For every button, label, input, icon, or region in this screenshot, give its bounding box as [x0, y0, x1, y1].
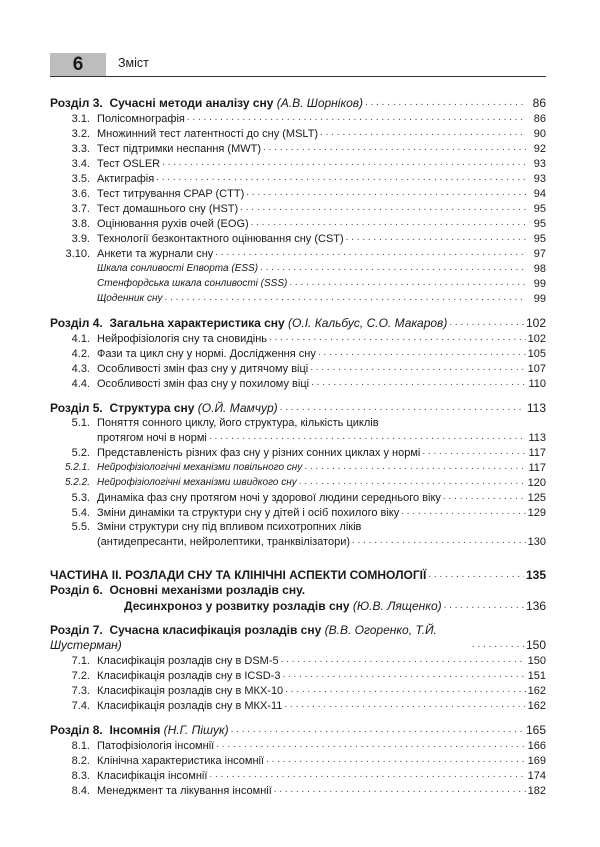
toc-entry — [50, 722, 546, 738]
chapter-label: Розділ 5. — [50, 401, 110, 415]
toc-entry — [50, 291, 546, 306]
entry-page: 117 — [528, 462, 546, 474]
spacer — [50, 549, 546, 558]
entry-page: 130 — [527, 536, 546, 548]
chapter-label: Розділ 6. — [50, 583, 110, 597]
entry-title — [50, 401, 278, 416]
entry-title: Анкети та журнали сну — [97, 248, 214, 260]
entry-title: Тест підтримки неспання (MWT) — [97, 143, 262, 155]
toc-entry — [50, 460, 546, 475]
entry-title: Особливості змін фаз сну у дитячому віці — [97, 363, 309, 375]
entry-title: Зміни структури сну під впливом психотропних ліків — [97, 521, 362, 533]
entry-title: Стенфордська шкала сонливості (SSS) — [97, 278, 288, 289]
leader-dots — [231, 722, 524, 737]
leader-dots — [304, 460, 526, 474]
entry-number: 4.4. — [71, 378, 90, 390]
leader-dots — [285, 683, 525, 697]
entry-title: Класифікація розладів сну в DSM-5 — [97, 655, 279, 667]
entry-title: Нейрофізіологічні механізми швидкого сну — [97, 477, 297, 488]
toc-entry — [50, 111, 546, 126]
entry-page: 86 — [532, 96, 546, 110]
entry-title: Нейрофізіологічні механізми повільного сну — [97, 462, 303, 473]
entry-title: Шкала сонливості Епворта (ESS) — [97, 263, 259, 274]
toc-entry — [50, 261, 546, 276]
entry-title: Нейрофізіологія сну та сновидінь — [97, 333, 267, 345]
header-rule — [50, 76, 546, 77]
chapter-title: Сучасна класифікація розладів сну — [109, 623, 322, 637]
leader-dots — [274, 783, 526, 797]
running-title: Зміст — [118, 56, 149, 70]
entry-number: 3.10. — [65, 248, 90, 260]
entry-number: 3.5. — [71, 173, 90, 185]
leader-dots — [156, 171, 526, 185]
entry-title: Оцінювання рухів очей (EOG) — [97, 218, 249, 230]
entry-title: Множинний тест латентності до сну (MSLT) — [97, 128, 319, 140]
toc-entry — [50, 331, 546, 346]
entry-page: 182 — [527, 785, 546, 797]
entry-number: 5.2.1. — [64, 462, 90, 473]
toc-entry — [50, 376, 546, 391]
entry-page: 151 — [527, 670, 546, 682]
toc-entry — [50, 698, 546, 713]
entry-title: Полісомнографія — [97, 113, 185, 125]
leader-dots — [346, 231, 526, 245]
chapter-author: (В.В. Огоренко, Т.Й. Шустерман) — [50, 623, 437, 652]
entry-number: 8.4. — [71, 785, 90, 797]
entry-number: 4.1. — [71, 333, 90, 345]
toc-entry — [50, 216, 546, 231]
entry-page: 135 — [525, 568, 546, 582]
entry-number: 4.3. — [71, 363, 90, 375]
leader-dots — [240, 201, 526, 215]
entry-page: 90 — [533, 128, 546, 140]
entry-number: 5.5. — [71, 521, 90, 533]
toc-entry — [50, 156, 546, 171]
entry-title: Технології безконтактного оцінювання сну (CST) — [97, 233, 344, 245]
entry-page: 98 — [533, 263, 546, 275]
entry-number: 8.3. — [71, 770, 90, 782]
entry-number: 8.1. — [71, 740, 90, 752]
entry-page: 150 — [527, 655, 546, 667]
entry-number: 3.8. — [71, 218, 90, 230]
leader-dots — [187, 111, 526, 125]
leader-dots — [260, 261, 526, 275]
leader-dots — [449, 315, 524, 330]
entry-title: ЧАСТИНА ІІ. РОЗЛАДИ СНУ ТА КЛІНІЧНІ АСПЕКТИ СОМНОЛОГІЇ — [50, 568, 427, 582]
toc-entry — [50, 231, 546, 246]
toc-entry — [50, 598, 546, 614]
toc-entry — [50, 416, 546, 430]
leader-dots — [443, 490, 526, 504]
entry-page: 86 — [533, 113, 546, 125]
entry-page: 113 — [528, 432, 546, 444]
entry-page: 117 — [528, 447, 546, 459]
entry-number: 5.3. — [71, 492, 90, 504]
entry-page: 169 — [527, 755, 546, 767]
toc-entry — [50, 623, 546, 653]
leader-dots — [209, 430, 526, 444]
entry-number: 3.4. — [71, 158, 90, 170]
chapter-title: Десинхроноз у розвитку розладів сну — [124, 599, 350, 613]
spacer — [50, 614, 546, 623]
leader-dots — [281, 653, 526, 667]
leader-dots — [266, 753, 526, 767]
page-header — [50, 47, 546, 77]
entry-page: 162 — [527, 700, 546, 712]
leader-dots — [299, 475, 526, 489]
leader-dots — [401, 505, 525, 519]
entry-page: 107 — [527, 363, 546, 375]
chapter-label: Розділ 7. — [50, 623, 110, 637]
leader-dots — [269, 331, 526, 345]
entry-title — [50, 723, 229, 738]
chapter-author: (Н.Г. Пішук) — [160, 723, 229, 737]
entry-page: 95 — [533, 233, 546, 245]
leader-dots — [246, 186, 526, 200]
spacer — [50, 558, 546, 567]
entry-number: 5.4. — [71, 507, 90, 519]
toc-entry — [50, 753, 546, 768]
entry-number: 7.3. — [71, 685, 90, 697]
entry-number: 3.3. — [71, 143, 90, 155]
entry-title: Зміни динаміки та структури сну у дітей і осіб похилого віку — [97, 507, 400, 519]
entry-title — [50, 623, 470, 653]
entry-page: 136 — [525, 599, 546, 613]
entry-number: 3.7. — [71, 203, 90, 215]
toc-entry — [50, 668, 546, 683]
entry-title: Поняття сонного циклу, його структура, кількість циклів — [97, 417, 379, 429]
entry-page: 95 — [533, 203, 546, 215]
leader-dots — [162, 156, 526, 170]
leader-dots — [251, 216, 526, 230]
toc-entry — [50, 201, 546, 216]
chapter-label: Розділ 3. — [50, 96, 110, 110]
chapter-label: Розділ 4. — [50, 316, 110, 330]
entry-page: 97 — [533, 248, 546, 260]
toc-entry — [50, 171, 546, 186]
chapter-title: Загальна характеристика сну — [109, 316, 285, 330]
chapter-title: Основні механізми розладів сну. — [109, 583, 306, 597]
entry-title: (антидепресанти, нейролептики, транквілізатори) — [97, 536, 351, 548]
entry-page: 93 — [533, 158, 546, 170]
toc-entry — [50, 186, 546, 201]
entry-number: 3.6. — [71, 188, 90, 200]
entry-page: 162 — [527, 685, 546, 697]
toc-entry — [50, 430, 546, 445]
entry-title — [50, 583, 305, 598]
chapter-title: Інсомнія — [109, 723, 161, 737]
entry-page: 174 — [527, 770, 546, 782]
chapter-label: Розділ 8. — [50, 723, 110, 737]
leader-dots — [472, 637, 524, 652]
leader-dots — [318, 346, 526, 360]
entry-title: Тест OSLER — [97, 158, 161, 170]
chapter-title: Сучасні методи аналізу сну — [109, 96, 274, 110]
toc-entry — [50, 346, 546, 361]
toc-entry — [50, 141, 546, 156]
entry-page: 95 — [533, 218, 546, 230]
entry-page: 120 — [527, 477, 546, 489]
entry-page: 92 — [533, 143, 546, 155]
toc-entry — [50, 445, 546, 460]
leader-dots — [310, 361, 525, 375]
entry-number: 3.9. — [71, 233, 90, 245]
entry-page: 150 — [525, 638, 546, 652]
entry-page: 93 — [533, 173, 546, 185]
chapter-author: (Ю.В. Лященко) — [349, 599, 442, 613]
entry-title: Актиграфія — [97, 173, 155, 185]
entry-number: 7.1. — [71, 655, 90, 667]
toc-entry — [50, 783, 546, 798]
entry-title: Представленість різних фаз сну у різних сонних циклах у нормі — [97, 447, 421, 459]
spacer — [50, 306, 546, 315]
entry-title: Клінічна характеристика інсомнії — [97, 755, 265, 767]
entry-title: Динаміка фаз сну протягом ночі у здорової людини середнього віку — [97, 492, 441, 504]
toc-entry — [50, 246, 546, 261]
entry-page: 94 — [533, 188, 546, 200]
table-of-contents — [50, 95, 546, 798]
chapter-author: (А.В. Шорніков) — [273, 96, 364, 110]
leader-dots — [320, 126, 526, 140]
leader-dots — [263, 141, 526, 155]
toc-entry — [50, 361, 546, 376]
leader-dots — [444, 598, 524, 613]
toc-entry — [50, 567, 546, 583]
spacer — [50, 391, 546, 400]
entry-number: 5.2. — [71, 447, 90, 459]
entry-number: 7.2. — [71, 670, 90, 682]
leader-dots — [282, 668, 525, 682]
page-number: 6 — [50, 53, 106, 77]
entry-title — [50, 599, 442, 614]
toc-entry — [50, 95, 546, 111]
leader-dots — [289, 276, 526, 290]
chapter-author: (О.Й. Мамчур) — [194, 401, 278, 415]
entry-title: протягом ночі в нормі — [97, 432, 207, 444]
entry-page: 102 — [527, 333, 546, 345]
entry-title: Класифікація розладів сну в МКХ-10 — [97, 685, 284, 697]
toc-entry — [50, 505, 546, 520]
entry-page: 110 — [528, 378, 546, 390]
toc-entry — [50, 276, 546, 291]
entry-page: 99 — [533, 293, 546, 305]
entry-number: 3.2. — [71, 128, 90, 140]
toc-entry — [50, 490, 546, 505]
entry-page: 129 — [527, 507, 546, 519]
leader-dots — [284, 698, 525, 712]
chapter-title: Структура сну — [109, 401, 195, 415]
toc-entry — [50, 534, 546, 549]
toc-entry — [50, 683, 546, 698]
leader-dots — [311, 376, 526, 390]
leader-dots — [215, 246, 526, 260]
entry-title: Особливості змін фаз сну у похилому віці — [97, 378, 310, 390]
toc-entry — [50, 475, 546, 490]
entry-title: Щоденник сну — [97, 293, 163, 304]
entry-title: Тест титрування CPAP (CTT) — [97, 188, 245, 200]
toc-entry — [50, 583, 546, 598]
entry-title: Тест домашнього сну (HST) — [97, 203, 239, 215]
toc-entry — [50, 126, 546, 141]
entry-number: 3.1. — [71, 113, 90, 125]
entry-title: Класифікація інсомнії — [97, 770, 208, 782]
leader-dots — [216, 738, 525, 752]
entry-page: 125 — [527, 492, 546, 504]
leader-dots — [352, 534, 526, 548]
toc-entry — [50, 520, 546, 534]
toc-entry — [50, 738, 546, 753]
entry-number: 5.2.2. — [64, 477, 90, 488]
toc-entry — [50, 315, 546, 331]
toc-entry — [50, 768, 546, 783]
entry-page: 165 — [525, 723, 546, 737]
entry-page: 105 — [527, 348, 546, 360]
entry-title — [50, 316, 447, 331]
leader-dots — [422, 445, 526, 459]
entry-title: Класифікація розладів сну в ICSD-3 — [97, 670, 281, 682]
leader-dots — [365, 95, 526, 110]
entry-number: 7.4. — [71, 700, 90, 712]
leader-dots — [164, 291, 526, 305]
entry-title: Менеджмент та лікування інсомнії — [97, 785, 272, 797]
entry-number: 8.2. — [71, 755, 90, 767]
entry-title: Патофізіологія інсомнії — [97, 740, 215, 752]
entry-page: 113 — [526, 401, 546, 415]
leader-dots — [428, 567, 524, 582]
entry-number: 4.2. — [71, 348, 90, 360]
entry-title: Класифікація розладів сну в МКХ-11 — [97, 700, 283, 712]
entry-page: 102 — [525, 316, 546, 330]
leader-dots — [209, 768, 525, 782]
chapter-author: (О.І. Кальбус, С.О. Макаров) — [284, 316, 448, 330]
spacer — [50, 713, 546, 722]
leader-dots — [280, 400, 525, 415]
entry-page: 166 — [527, 740, 546, 752]
toc-entry — [50, 653, 546, 668]
entry-page: 99 — [533, 278, 546, 290]
entry-title: Фази та цикл сну у нормі. Дослідження сну — [97, 348, 316, 360]
entry-title — [50, 96, 363, 111]
entry-number: 5.1. — [71, 417, 90, 429]
toc-entry — [50, 400, 546, 416]
